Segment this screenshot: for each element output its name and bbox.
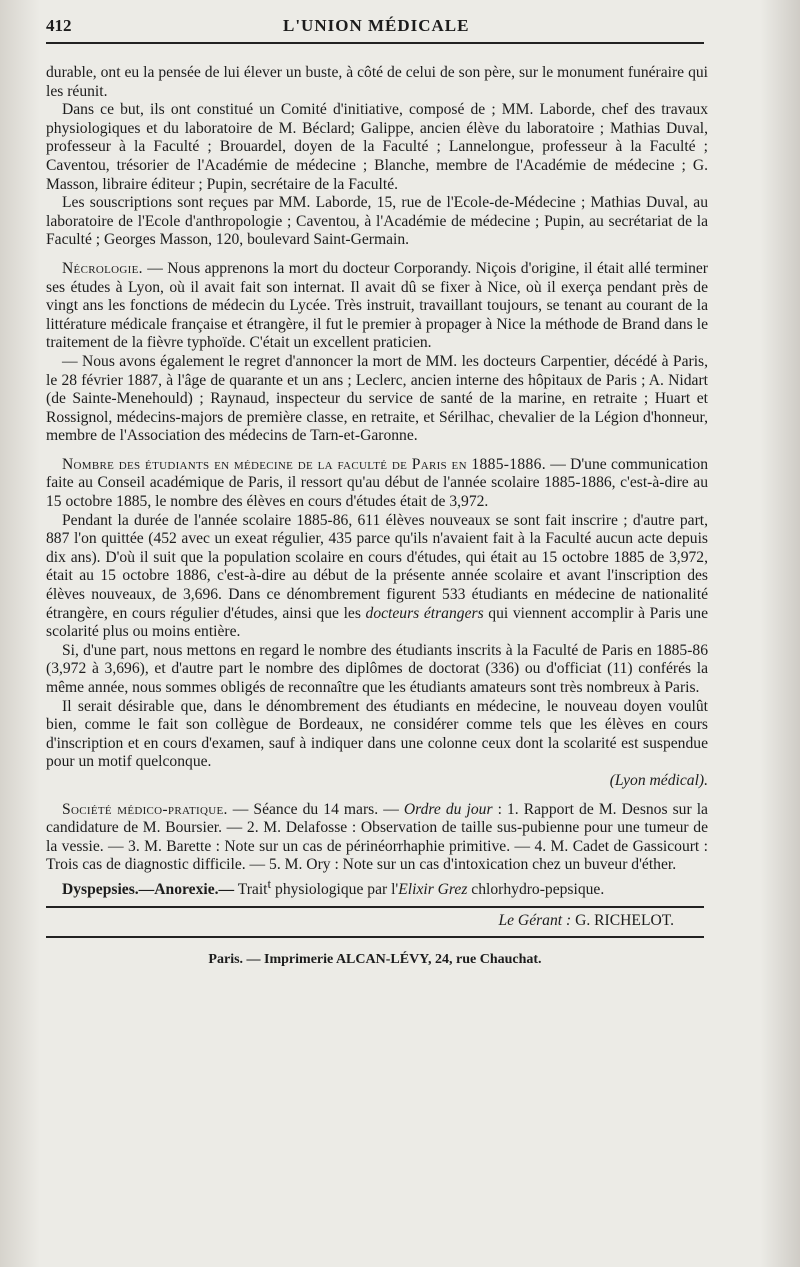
paragraph-students-2: Pendant la durée de l'année scolaire 1885-86, 611 élèves nouveaux se sont fait inscrire ; d'autre part, 887 l'on quittée (452 avec un exeat régulier, 435 parce qu'ils n'avaient fait à la Faculté aucun acte depuis dix ans). D'où il suit que la population scolaire en cours d'études, qui était au 15 octobre 1885 de 3,972, était au 15 octobre 1886, c'est-à-dire au début de la présente année scolaire et avant l'inscription des élèves nouveaux, de 3,696. Dans ce dénombrement figurent 533 étudiants en médecine de nationalité étrangère, en cours régulier d'études, ainsi que les docteurs étrangers qui viennent accomplir à Paris une scolarité plus ou moins entière. bbox=[46, 511, 708, 641]
paragraph-students-3: Si, d'une part, nous mettons en regard le nombre des étudiants inscrits à la Faculté de Paris en 1885-86 (3,972 à 3,696), et d'autre part le nombre des diplômes de doctorat (336) ou d'officiat (11) conférés la même année, nous sommes obligés de reconnaître que les étudiants amateurs sont très nombreux à Paris. bbox=[46, 641, 708, 696]
paragraph-2: Dans ce but, ils ont constitué un Comité d'initiative, composé de ; MM. Laborde, chef des travaux physiologiques et du laboratoire de M. Béclard; Galippe, ancien élève du laboratoire ; Mathias Duval, professeur à la Faculté ; Brouardel, doyen de la Faculté ; Lannelongue, professeur à la Faculté ; Caventou, trésorier de l'Académie de médecine ; Blanche, membre de l'Académie de médecine ; G. Masson, libraire éditeur ; Pupin, secrétaire de la Faculté. bbox=[46, 101, 708, 193]
italic-docteurs: docteurs étrangers bbox=[365, 604, 484, 622]
paragraph-students bbox=[46, 456, 708, 512]
students-heading: Nombre des étudiants en médecine de la faculté de Paris en 1885-1886. bbox=[62, 455, 546, 473]
running-title: L'UNION MÉDICALE bbox=[283, 16, 470, 35]
students-text: — D'une communication faite au Conseil académique de Paris, il ressort qu'au début de l'année scolaire 1885-1886, c'est-à-dire au 15 octobre 1885, le nombre des élèves en cours d'études était de 3,972. bbox=[46, 455, 708, 511]
paragraph-societe: Société médico-pratique. — Séance du 14 mars. — Ordre du jour : 1. Rapport de M. Desnos sur la candidature de M. Boursier. — 2. M. Delafosse : Observation de taille sus-pubienne pour une tumeur de la vessie. — 3. M. Barette : Note sur un cas de périnéorrhaphie primitive. — 4. M. Cadet de Gassicourt : Trois cas de diagnostic difficile. — 5. M. Ory : Note sur un cas d'intoxication chez un buveur d'éther. bbox=[46, 800, 708, 874]
paragraph-3: Les souscriptions sont reçues par MM. Laborde, 15, rue de l'Ecole-de-Médecine ; Mathias Duval, au laboratoire de l'Ecole d'anthropologie ; Caventou, à l'Académie de médecine ; Pupin, au secrétariat de la Faculté ; Georges Masson, 120, boulevard Saint-Germain. bbox=[46, 194, 708, 249]
page-number: 412 bbox=[46, 16, 72, 35]
header-rule bbox=[46, 42, 704, 44]
paragraph-students-4: Il serait désirable que, dans le dénombrement des étudiants en médecine, le nouveau doyen voulût bien, comme le fait son collègue de Bordeaux, ne considérer comme tels que les élèves en cours d'inscription et en cours d'examen, sauf à indiquer dans une colonne ceux dont la scolarité est suspendue pour un motif quelconque. bbox=[46, 697, 708, 771]
footer-rule-bottom bbox=[46, 936, 704, 938]
printer-imprint: Paris. — Imprimerie ALCAN-LÉVY, 24, rue Chauchat. bbox=[208, 951, 542, 967]
advertisement: Dyspepsies.—Anorexie.— Trait$^t$ physiologique par l'Elixir Grez chlorhydro-pepsique. bbox=[62, 875, 605, 899]
page-header bbox=[46, 10, 704, 42]
necrologie-heading: Nécrologie. bbox=[62, 259, 143, 277]
gerant-line: Le Gérant : G. RICHELOT. bbox=[498, 911, 674, 929]
source-citation: (Lyon médical). bbox=[609, 771, 708, 789]
paragraph-deaths: — Nous avons également le regret d'annoncer la mort de MM. les docteurs Carpentier, décédé à Paris, le 28 février 1887, à l'âge de quarante et un ans ; Leclerc, ancien interne des hôpitaux de Paris ; A. Nidart (de Sainte-Menehould) ; Raynaud, inspecteur du service de santé de la marine, en retraite ; Huart et Rossignol, médecins-majors de première classe, en retraite, et Sérilhac, chevalier de la Légion d'honneur, membre de l'Association des médecins de Tarn-et-Garonne. bbox=[46, 352, 708, 445]
paragraph-necrologie bbox=[46, 260, 708, 353]
societe-heading: Société médico-pratique. bbox=[62, 800, 228, 818]
necrologie-text: — Nous apprenons la mort du docteur Corporandy. Niçois d'origine, il était allé terminer ses études à Lyon, où il avait fait son internat. Il avait dû se fixer à Nice, où il exerça pendant près de vingt ans les fonctions de médecin du Lycée. Très instruit, travaillant toujours, se tenant au courant de la littérature médicale française et étrangère, il fut le premier à propager à Nice la méthode de Brand dans le traitement de la fièvre typhoïde. C'était un excellent praticien. bbox=[46, 259, 708, 352]
footer-rule-top bbox=[46, 906, 704, 908]
paragraph-1: durable, ont eu la pensée de lui élever un buste, à côté de celui de son père, sur le monument funéraire qui les réunit. bbox=[46, 64, 708, 100]
article-body bbox=[46, 64, 708, 900]
